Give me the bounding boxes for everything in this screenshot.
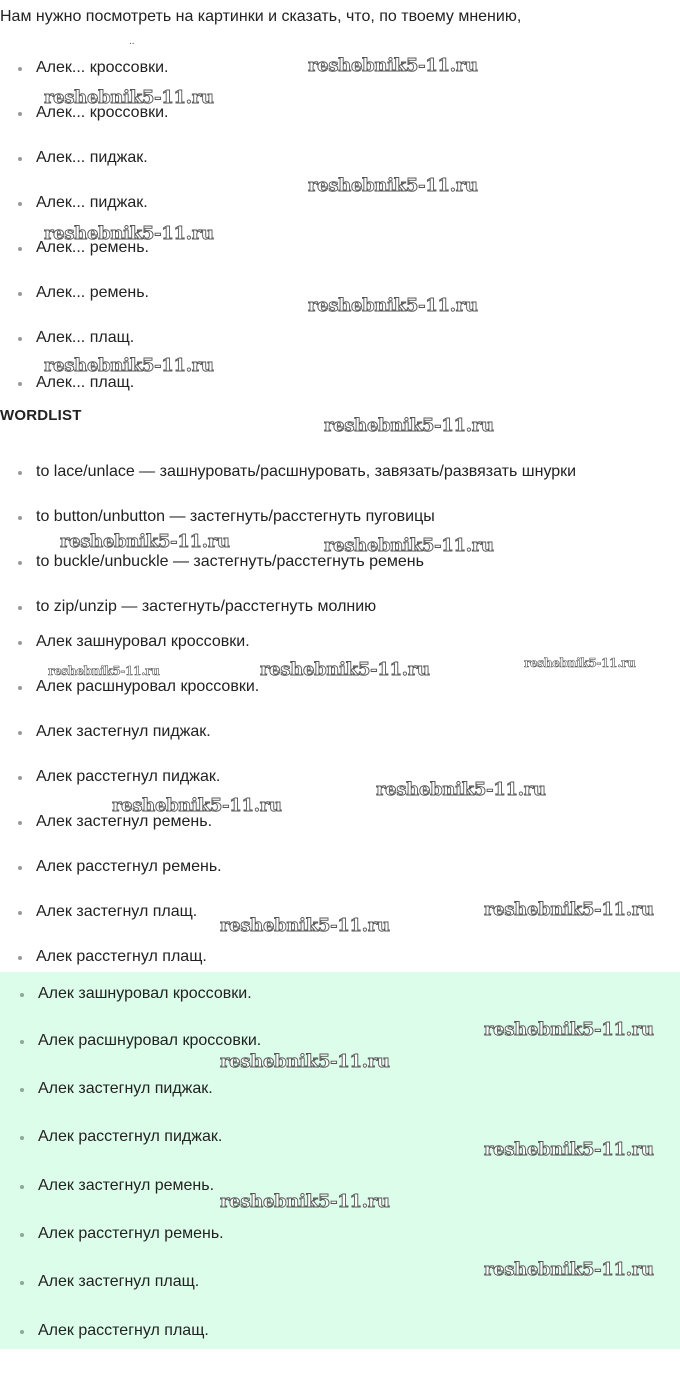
answer-item: Алек расшнуровал кроссовки.	[38, 1030, 261, 1052]
intro-dots: ..	[129, 36, 135, 47]
list-item: Алек расшнуровал кроссовки.	[36, 676, 259, 698]
answer-item: Алек застегнул ремень.	[38, 1175, 214, 1197]
wordlist-heading: WORDLIST	[0, 407, 82, 424]
wordlist-item: to zip/unzip — застегнуть/расстегнуть молнию	[36, 596, 376, 618]
watermark: reshebnik5-11.ru	[324, 535, 494, 556]
intro-text: Нам нужно посмотреть на картинки и сказать, что, по твоему мнению,	[0, 8, 522, 25]
watermark: reshebnik5-11.ru	[324, 415, 494, 436]
watermark: reshebnik5-11.ru	[112, 795, 282, 816]
watermark: reshebnik5-11.ru	[44, 355, 214, 376]
list-item: Алек... кроссовки.	[36, 102, 168, 124]
list-item: Алек зашнуровал кроссовки.	[36, 631, 250, 653]
watermark: reshebnik5-11.ru	[308, 175, 478, 196]
list-item: Алек застегнул плащ.	[36, 901, 197, 923]
watermark: reshebnik5-11.ru	[220, 1051, 390, 1072]
watermark: reshebnik5-11.ru	[220, 1191, 390, 1212]
watermark: reshebnik5-11.ru	[44, 87, 214, 108]
watermark: reshebnik5-11.ru	[48, 664, 160, 678]
watermark: reshebnik5-11.ru	[60, 531, 230, 552]
answer-item: Алек зашнуровал кроссовки.	[38, 983, 252, 1005]
watermark: reshebnik5-11.ru	[376, 779, 546, 800]
watermark: reshebnik5-11.ru	[44, 223, 214, 244]
list-item: Алек... кроссовки.	[36, 57, 168, 79]
watermark: reshebnik5-11.ru	[220, 915, 390, 936]
answer-item: Алек расстегнул ремень.	[38, 1223, 224, 1245]
watermark: reshebnik5-11.ru	[308, 295, 478, 316]
watermark: reshebnik5-11.ru	[524, 656, 636, 670]
watermark: reshebnik5-11.ru	[308, 55, 478, 76]
list-item: Алек... пиджак.	[36, 147, 148, 169]
watermark: reshebnik5-11.ru	[484, 1259, 654, 1280]
answer-item: Алек расстегнул пиджак.	[38, 1126, 222, 1148]
wordlist-item: to button/unbutton — застегнуть/расстегнуть пуговицы	[36, 506, 435, 528]
watermark: reshebnik5-11.ru	[260, 659, 430, 680]
list-item: Алек застегнул пиджак.	[36, 721, 211, 743]
list-item: Алек... плащ.	[36, 372, 134, 394]
answer-item: Алек расстегнул плащ.	[38, 1320, 209, 1342]
list-item: Алек... ремень.	[36, 282, 149, 304]
watermark: reshebnik5-11.ru	[484, 1139, 654, 1160]
watermark: reshebnik5-11.ru	[484, 1019, 654, 1040]
list-item: Алек застегнул ремень.	[36, 811, 212, 833]
list-item: Алек расстегнул плащ.	[36, 946, 207, 968]
list-item: Алек... ремень.	[36, 237, 149, 259]
list-item: Алек... плащ.	[36, 327, 134, 349]
watermark: reshebnik5-11.ru	[484, 899, 654, 920]
list-item: Алек... пиджак.	[36, 192, 148, 214]
list-item: Алек расстегнул пиджак.	[36, 766, 220, 788]
answer-item: Алек застегнул пиджак.	[38, 1078, 213, 1100]
answer-item: Алек застегнул плащ.	[38, 1271, 199, 1293]
list-item: Алек расстегнул ремень.	[36, 856, 222, 878]
wordlist-item: to buckle/unbuckle — застегнуть/расстегнуть ремень	[36, 551, 424, 573]
wordlist-item: to lace/unlace — зашнуровать/расшнуровать, завязать/развязать шнурки	[36, 461, 576, 483]
